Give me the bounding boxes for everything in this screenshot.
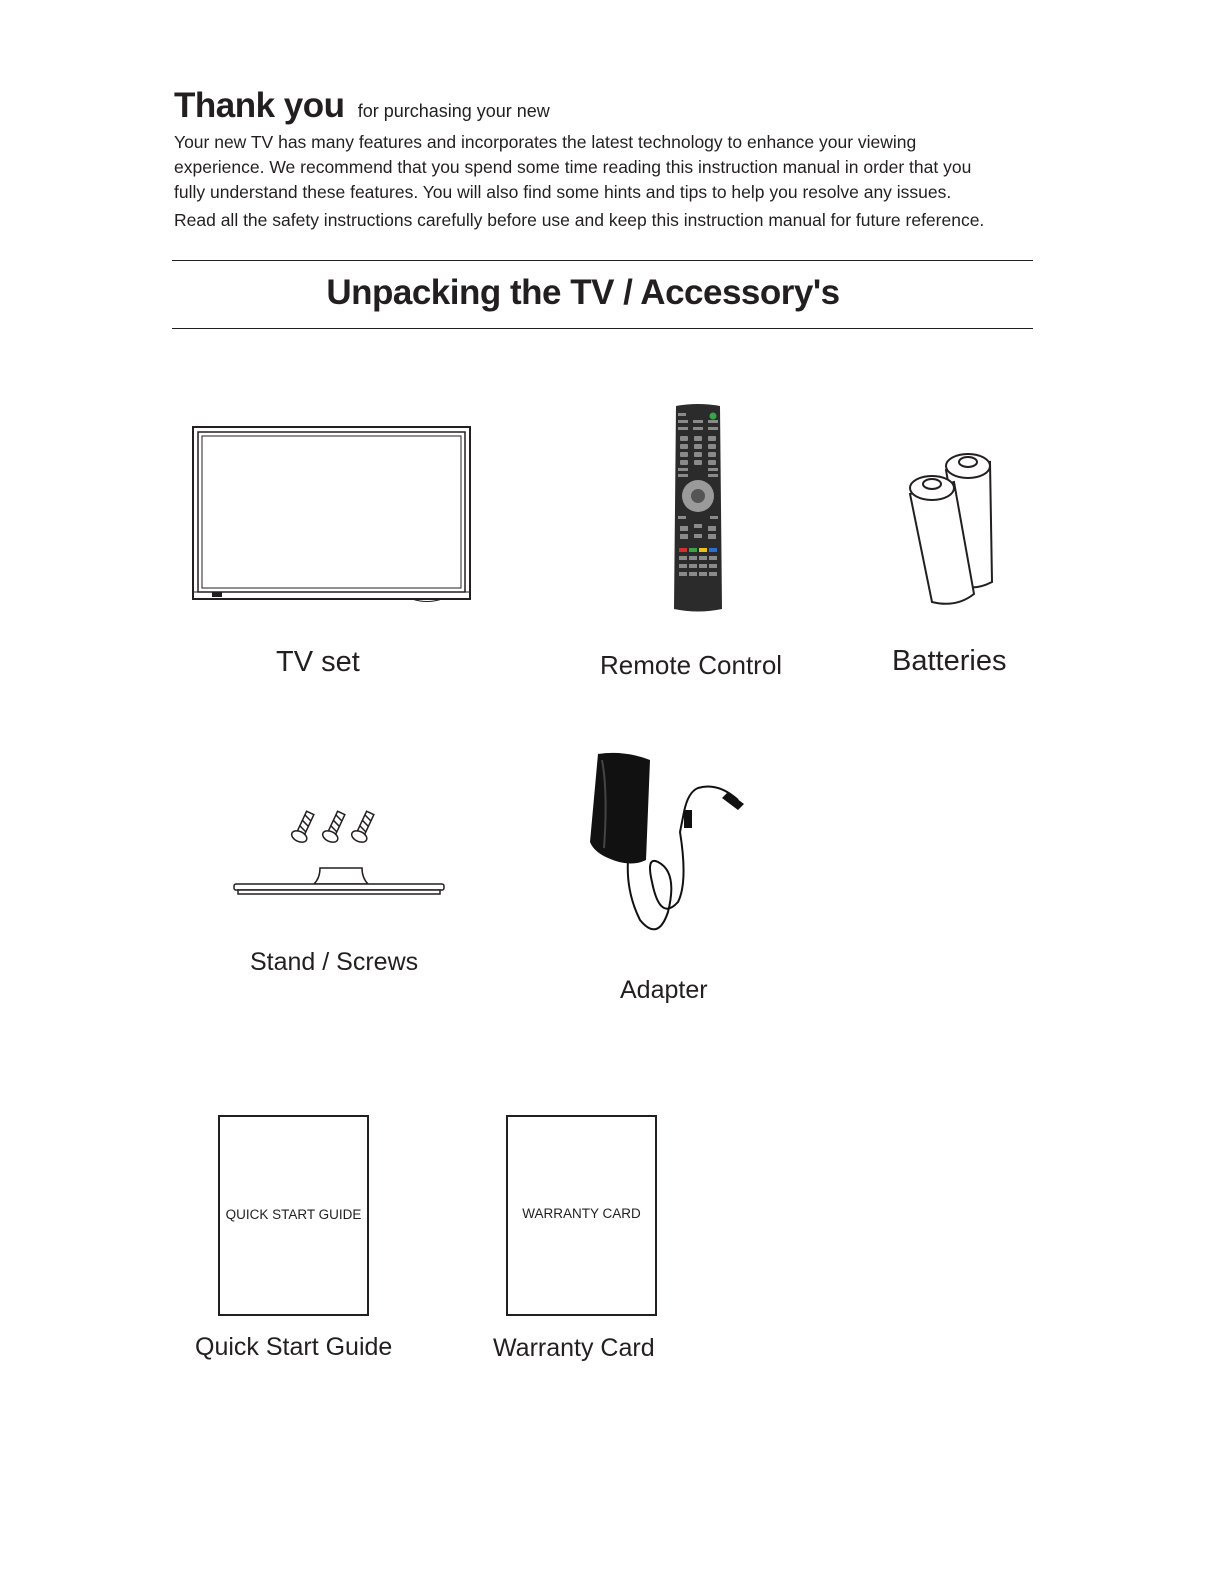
quick-start-guide-booklet	[218, 1115, 369, 1316]
adapter-icon	[588, 752, 748, 948]
tv-set-label: TV set	[276, 646, 360, 678]
quick-start-guide-label: Quick Start Guide	[195, 1333, 393, 1361]
warranty-card-label: Warranty Card	[493, 1334, 655, 1362]
warranty-card-box-text: WARRANTY CARD	[522, 1206, 641, 1221]
section-title: Unpacking the TV / Accessory's	[326, 273, 840, 312]
quick-start-guide-box-text: QUICK START GUIDE	[225, 1207, 362, 1222]
thank-you-subtitle: for purchasing your new	[357, 101, 550, 121]
intro-line-4: Read all the safety instructions carefully before use and keep this instruction manual for future reference.	[174, 210, 985, 230]
stand-screws-label: Stand / Screws	[250, 948, 419, 976]
batteries-icon	[906, 452, 998, 608]
adapter-label: Adapter	[620, 976, 708, 1004]
remote-control-label: Remote Control	[600, 650, 783, 680]
warranty-card-booklet	[506, 1115, 657, 1316]
remote-control-icon	[672, 404, 724, 614]
stand-screws-icon	[232, 806, 446, 898]
thank-you-heading	[174, 86, 550, 126]
thank-you-title: Thank you	[174, 86, 345, 125]
intro-line-3: fully understand these features. You will also find some hints and tips to help you resolve any issues.	[174, 182, 952, 202]
intro-line-1: Your new TV has many features and incorporates the latest technology to enhance your viewing	[174, 132, 917, 152]
top-divider	[172, 260, 1033, 261]
intro-line-2: experience. We recommend that you spend some time reading this instruction manual in order that you	[174, 157, 972, 177]
bottom-divider	[172, 328, 1033, 329]
tv-icon	[192, 426, 472, 604]
batteries-label: Batteries	[892, 645, 1007, 677]
